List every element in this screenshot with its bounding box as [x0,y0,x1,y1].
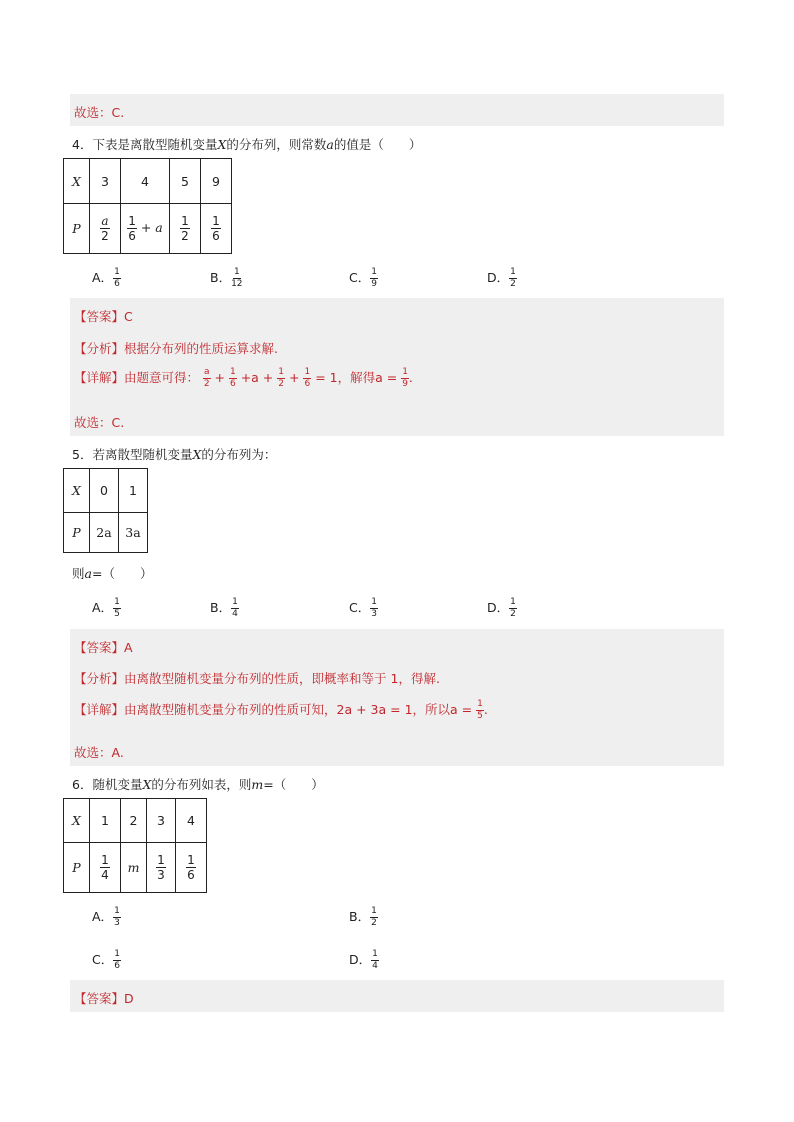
q6-stem: 6．随机变量X的分布列如表，则m=（ ） [72,777,324,792]
table-cell: $\frac{1}{3}$ [147,843,176,893]
q4-option-d[interactable]: D． $\frac{1}{2}$ [487,267,516,289]
table-cell: 1 [90,799,121,843]
table-cell: 5 [170,159,201,204]
table-cell: 4 [121,159,170,204]
table-cell: 1 [119,469,148,513]
table-row-p-label: P [64,843,90,893]
table-cell: $\frac{1}{2}$ [170,204,201,254]
table-row-p-label: P [64,204,90,254]
q5-option-d[interactable]: D． $\frac{1}{2}$ [487,597,516,619]
q3-conclusion: 故选：C. [74,105,125,120]
q5-detail: 【详解】由离散型随机变量分布列的性质可知，2a + 3a = 1，所以a = $\frac{1}{5}$ . [74,699,488,721]
q5-conclusion: 故选：A. [74,745,124,760]
q6-solution-box [70,980,724,1012]
q4-distribution-table [63,158,232,254]
q5-option-c[interactable]: C． $\frac{1}{3}$ [349,597,377,619]
q4-solution-box [70,298,724,436]
q5-followup: 则a=（ ） [72,566,153,581]
q4-option-b[interactable]: B． $\frac{1}{12}$ [210,267,243,289]
table-row-x-label: X [64,799,90,843]
table-cell: 3 [90,159,121,204]
q4-answer: 【答案】C [74,309,133,324]
q5-solution-box [70,629,724,766]
table-cell: $\frac{1}{6}$ [176,843,207,893]
table-row-x-label: X [64,159,90,204]
table-cell: 4 [176,799,207,843]
q6-option-d[interactable]: D． $\frac{1}{4}$ [349,949,378,971]
q4-stem: 4．下表是离散型随机变量X的分布列，则常数a的值是（ ） [72,137,422,152]
table-cell: 0 [90,469,119,513]
table-cell: $\frac{1}{4}$ [90,843,121,893]
table-cell: 2 [121,799,147,843]
table-cell: 3a [119,513,148,553]
q4-analysis: 【分析】根据分布列的性质运算求解. [74,341,278,356]
q5-distribution-table [63,468,148,553]
q5-stem: 5．若离散型随机变量X的分布列为： [72,447,277,462]
q5-option-b[interactable]: B． $\frac{1}{4}$ [210,597,238,619]
table-cell: 9 [201,159,232,204]
q6-answer: 【答案】D [74,991,134,1006]
table-row-p-label: P [64,513,90,553]
table-cell: $\frac{1}{6}$ + a [121,204,170,254]
q6-option-a[interactable]: A． $\frac{1}{3}$ [92,906,120,928]
table-cell: $\frac{a}{2}$ [90,204,121,254]
q6-option-c[interactable]: C． $\frac{1}{6}$ [92,949,120,971]
table-cell: 2a [90,513,119,553]
table-cell: 3 [147,799,176,843]
table-cell: $\frac{1}{6}$ [201,204,232,254]
q4-option-a[interactable]: A． $\frac{1}{6}$ [92,267,120,289]
q5-analysis: 【分析】由离散型随机变量分布列的性质，即概率和等于 1，得解. [74,671,440,686]
q3-solution-box [70,94,724,126]
q5-answer: 【答案】A [74,640,133,655]
q4-conclusion: 故选：C. [74,415,125,430]
table-row-x-label: X [64,469,90,513]
q5-option-a[interactable]: A． $\frac{1}{5}$ [92,597,120,619]
q6-distribution-table [63,798,207,893]
q4-detail: 【详解】由题意可得： $\frac{a}{2}$ + $\frac{1}{6}$ +a + $\frac{1}{2}$ + $\frac{1}{6}$ = 1，解得a = $\frac{1}{9}$ . [74,367,413,389]
q4-option-c[interactable]: C． $\frac{1}{9}$ [349,267,377,289]
q6-option-b[interactable]: B． $\frac{1}{2}$ [349,906,377,928]
table-cell: m [121,843,147,893]
